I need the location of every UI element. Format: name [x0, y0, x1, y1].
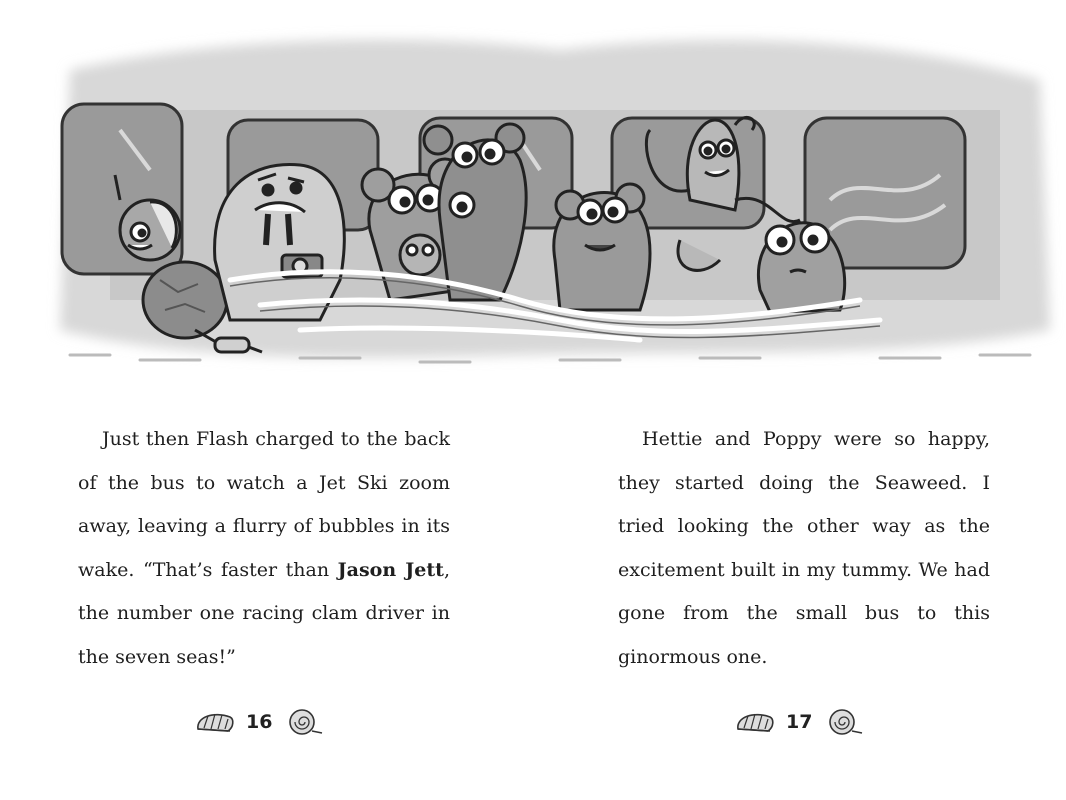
left-line: , the number one racing clam	[78, 558, 450, 624]
right-page-text	[618, 418, 990, 679]
snail-shell-icon	[822, 707, 864, 737]
page-number: 17	[786, 711, 813, 733]
walrus-character-icon	[215, 164, 345, 320]
left-paragraph	[78, 418, 450, 679]
snail-shell-icon	[282, 707, 324, 737]
left-line: of the bus to watch a Jet Ski zoom	[78, 471, 450, 494]
left-line: Just then Flash charged to the back	[102, 428, 450, 450]
left-page-text	[78, 418, 450, 679]
bear-character-icon	[554, 184, 650, 310]
seashell-icon	[194, 707, 236, 737]
left-line: away, leaving a flurry of bubbles in	[78, 515, 420, 537]
bold-name-jason-jett: Jason Jett	[337, 558, 444, 581]
left-line: driver in the seven seas!”	[78, 602, 450, 668]
seashell-icon	[734, 707, 776, 737]
floor-dashes	[70, 355, 1030, 362]
right-paragraph: Hettie and Poppy were so happy, they started doing the Seaweed. I tried looking the other way as the excitement built in my tummy. We had gone from the small bus to this ginormous one.	[618, 428, 990, 668]
left-page-folio	[194, 704, 324, 740]
left-line: its wake. “That’s faster than	[78, 515, 450, 581]
page-number: 16	[246, 711, 273, 733]
right-page-folio	[734, 704, 864, 740]
